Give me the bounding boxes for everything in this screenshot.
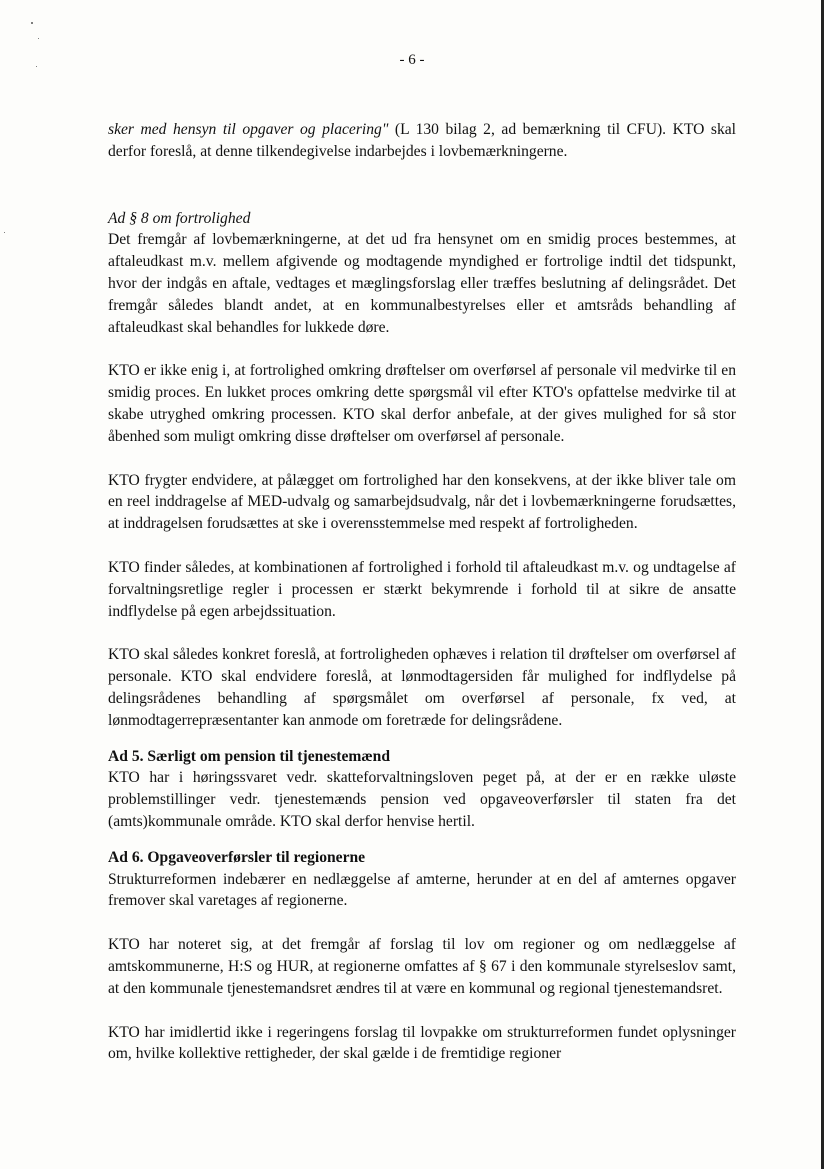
paragraph: Det fremgår af lovbemærkningerne, at det ud fra hensynet om en smidig proces bestemmes, at aftaleudkast m.v. mellem afgivende og modtagende myndighed er fortrolige indtil det tidspunkt, hvor der indgås en aftale, vedtages et mæglingsforslag eller træffes beslutning af delingsrådet. Det fremgår således blandt andet, at en kommunalbestyrelses eller et amtsråds behandling af aftaleudkast skal behandles for lukkede døre. [108,231,736,336]
section-heading: Ad 6. Opgaveoverførsler til regionerne [108,848,366,866]
scan-speck [4,232,5,233]
section-8 [108,208,736,732]
scan-speck [38,38,39,39]
section-6 [108,847,736,1065]
paragraph: KTO frygter endvidere, at pålægget om fortrolighed har den konsekvens, at der ikke bliver tale om en reel inddragelse af MED-udvalg og samarbejdsudvalg, når det i lovbemærkningerne forudsættes, at inddragelsen forudsættes at ske i overensstemmelse med respekt af fortroligheden. [108,471,736,533]
scan-speck [36,66,37,67]
page-number: - 6 - [399,52,425,68]
paragraph: KTO finder således, at kombinationen af fortrolighed i forhold til aftaleudkast m.v. og undtagelse af forvaltningsretlige regler i processen er stærkt bekymrende i forhold til at sikre de ansatte indflydelse på egen arbejdssituation. [108,558,736,620]
paragraph: KTO har imidlertid ikke i regeringens forslag til lovpakke om strukturreformen fundet oplysninger om, hvilke kollektive rettigheder, der skal gælde i de fremtidige regioner [108,1023,736,1063]
paragraph: Strukturreformen indebærer en nedlæggelse af amterne, herunder at en del af amternes opgaver fremover skal varetages af regionerne. [108,870,736,910]
section-5 [108,746,736,833]
paragraph: KTO er ikke enig i, at fortrolighed omkring drøftelser om overførsel af personale vil medvirke til en smidig proces. En lukket proces omkring dette spørgsmål vil efter KTO's opfattelse medvirke til at skabe utryghed omkring processen. KTO skal derfor anbefale, at der gives mulighed for så stor åbenhed som muligt omkring disse drøftelser om overførsel af personale. [108,362,736,445]
document-body [108,119,736,1065]
section-heading: Ad § 8 om fortrolighed [108,209,251,227]
paragraph: KTO skal således konkret foreslå, at fortroligheden ophæves i relation til drøftelser om overførsel af personale. KTO skal endvidere foreslå, at lønmodtagersiden får mulighed for indflydelse på delingsrådenes behandling af spørgsmålet om overførsel af personale, fx ved, at lønmodtagerrepræsentanter kan anmode om foretræde for delingsrådene. [108,646,736,729]
paragraph-text: (L 130 bilag 2, ad bemærkning til CFU). KTO skal derfor foreslå, at denne tilkendegivelse indarbejdes i lovbemærkningerne. [108,121,736,160]
quoted-text: sker med hensyn til opgaver og placering" [108,121,389,138]
section-heading: Ad 5. Særligt om pension til tjenestemænd [108,747,390,765]
paragraph-continuation [108,119,736,163]
paragraph: KTO har noteret sig, at det fremgår af forslag til lov om regioner og om nedlæggelse af amtskommunerne, H:S og HUR, at regionerne omfattes af § 67 i den kommunale styrelseslov samt, at den kommunale tjenestemandsret ændres til at være en kommunal og regional tjenestemandsret. [108,936,736,997]
scan-speck [31,22,33,24]
paragraph: KTO har i høringssvaret vedr. skatteforvaltningsloven peget på, at der er en række uløste problemstillinger vedr. tjenestemænds pension ved opgaveoverførsler til staten fra det (amts)kommunale område. KTO skal derfor henvise hertil. [108,769,736,830]
